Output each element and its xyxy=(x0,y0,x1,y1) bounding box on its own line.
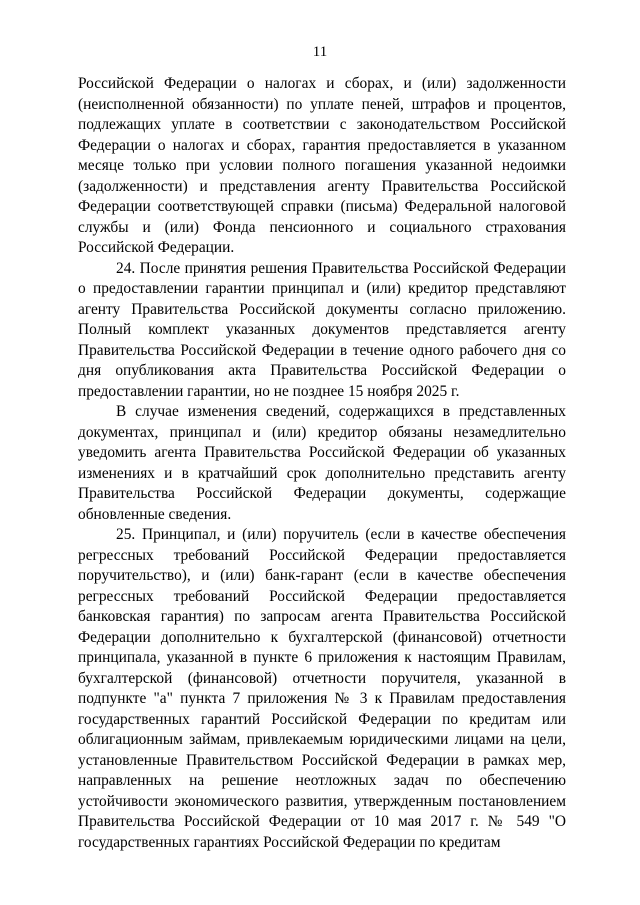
page-number: 11 xyxy=(312,44,328,60)
paragraph-item-24: 24. После принятия решения Правительства Российской Федерации о предоставлении гарантии принципал и (или) кредитор представляют агенту Правительства Российской документы согласно приложению. Полный комплект указанных документов представляется агенту Правительства Российской Федерации в течение одного рабочего дня со дня опубликования акта Правительства Российской Федерации о предоставлении гарантии, но не позднее 15 ноября 2025 г. xyxy=(78,259,566,400)
paragraph-item-25: 25. Принципал, и (или) поручитель (если в качестве обеспечения регрессных требований Российской Федерации предоставляется поручительство), и (или) банк-гарант (если в качестве обеспечения регрессных требований Российской Федерации предоставляется банковская гарантия) по запросам агента Правительства Российской Федерации дополнительно к бухгалтерской (финансовой) отчетности принципала, указанной в пункте 6 приложения к настоящим Правилам, бухгалтерской (финансовой) отчетности поручителя, указанной в подпункте "а" пункта 7 приложения № 3 к Правилам предоставления государственных гарантий Российской Федерации по кредитам или облигационным займам, привлекаемым юридическими лицами на цели, установленные Правительством Российской Федерации в рамках мер, направленных на решение неотложных задач по обеспечению устойчивости экономического развития, утвержденным постановлением Правительства Российской Федерации от 10 мая 2017 г. № 549 "О государственных гарантиях Российской Федерации по кредитам xyxy=(78,526,566,851)
paragraph-continuation: Российской Федерации о налогах и сборах, и (или) задолженности (неисполненной обязанности) по уплате пеней, штрафов и процентов, подлежащих уплате в соответствии с законодательством Российской Федерации о налогах и сборах, гарантия предоставляется в указанном месяце только при условии полного погашения указанной недоимки (задолженности) и представления агенту Правительства Российской Федерации соответствующей справки (письма) Федеральной налоговой службы и (или) Фонда пенсионного и социального страхования Российской Федерации. xyxy=(78,75,566,256)
paragraph-changes-notice: В случае изменения сведений, содержащихся в представленных документах, принципал и (или) кредитор обязаны незамедлительно уведомить агента Правительства Российской Федерации об указанных изменениях и в кратчайший срок дополнительно представить агенту Правительства Российской Федерации документы, содержащие обновленные сведения. xyxy=(78,403,566,523)
document-body xyxy=(78,74,566,853)
